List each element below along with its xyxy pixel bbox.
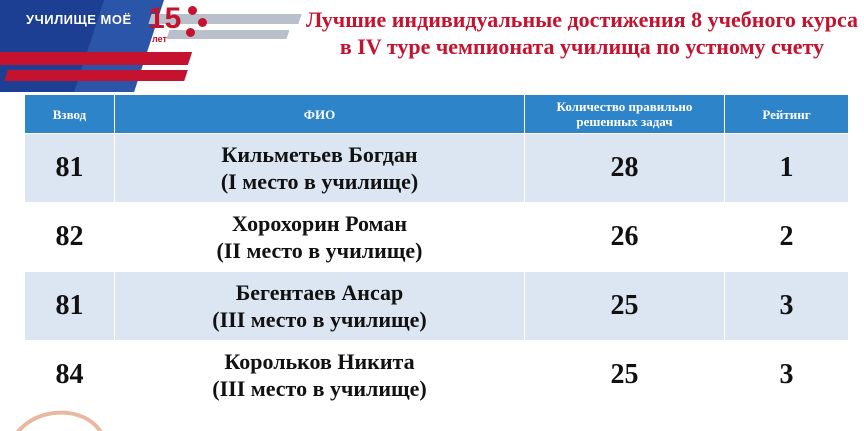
cell-rating: 1 bbox=[725, 134, 849, 203]
column-header-count-line2: решенных задач bbox=[576, 114, 673, 129]
header-banner bbox=[0, 0, 310, 92]
table-row bbox=[25, 203, 849, 272]
cell-name-line2: (III место в училище) bbox=[212, 307, 427, 332]
anniversary-dot-icon bbox=[198, 18, 207, 27]
swoosh-shape-icon bbox=[4, 409, 106, 431]
anniversary-dot-icon bbox=[186, 28, 195, 37]
cell-name bbox=[115, 203, 525, 272]
results-table bbox=[24, 94, 849, 410]
column-header-rating: Рейтинг bbox=[725, 95, 849, 134]
cell-name bbox=[115, 272, 525, 341]
cell-count: 25 bbox=[525, 272, 725, 341]
cell-count: 26 bbox=[525, 203, 725, 272]
cell-name-line1: Корольков Никита bbox=[224, 349, 415, 374]
banner-red-stripe-secondary bbox=[4, 70, 188, 81]
column-header-platoon: Взвод bbox=[25, 95, 115, 134]
cell-count: 25 bbox=[525, 341, 725, 410]
cell-rating: 3 bbox=[725, 341, 849, 410]
table-row bbox=[25, 341, 849, 410]
page-title: Лучшие индивидуальные достижения 8 учебного курса в IV туре чемпионата училища по устному счету bbox=[305, 7, 859, 59]
footer-decoration bbox=[0, 409, 120, 431]
column-header-name: ФИО bbox=[115, 95, 525, 134]
table-row bbox=[25, 272, 849, 341]
cell-platoon: 81 bbox=[25, 272, 115, 341]
cell-name-line2: (I место в училище) bbox=[220, 169, 419, 194]
cell-name-line1: Хорохорин Роман bbox=[231, 211, 408, 236]
cell-name bbox=[115, 341, 525, 410]
cell-name-line2: (II место в училище) bbox=[216, 238, 423, 263]
table-body bbox=[25, 134, 849, 410]
cell-platoon: 81 bbox=[25, 134, 115, 203]
anniversary-dot-icon bbox=[188, 6, 197, 15]
results-table-container bbox=[24, 94, 848, 410]
anniversary-word: лет bbox=[152, 34, 167, 44]
table-header-row bbox=[25, 95, 849, 134]
cell-name-line1: Бегентаев Ансар bbox=[235, 280, 404, 305]
table-row bbox=[25, 134, 849, 203]
cell-name bbox=[115, 134, 525, 203]
banner-red-stripe bbox=[0, 52, 192, 65]
table-header bbox=[25, 95, 849, 134]
cell-platoon: 84 bbox=[25, 341, 115, 410]
cell-name-line2: (III место в училище) bbox=[212, 376, 427, 401]
column-header-count bbox=[525, 95, 725, 134]
cell-rating: 2 bbox=[725, 203, 849, 272]
anniversary-badge bbox=[148, 4, 210, 50]
cell-name-line1: Кильметьев Богдан bbox=[221, 142, 418, 167]
anniversary-number: 15 bbox=[148, 2, 182, 35]
cell-count: 28 bbox=[525, 134, 725, 203]
logo-brand-text: УЧИЛИЩЕ МОЁ bbox=[26, 12, 132, 27]
cell-rating: 3 bbox=[725, 272, 849, 341]
column-header-count-line1: Количество правильно bbox=[556, 99, 693, 114]
cell-platoon: 82 bbox=[25, 203, 115, 272]
